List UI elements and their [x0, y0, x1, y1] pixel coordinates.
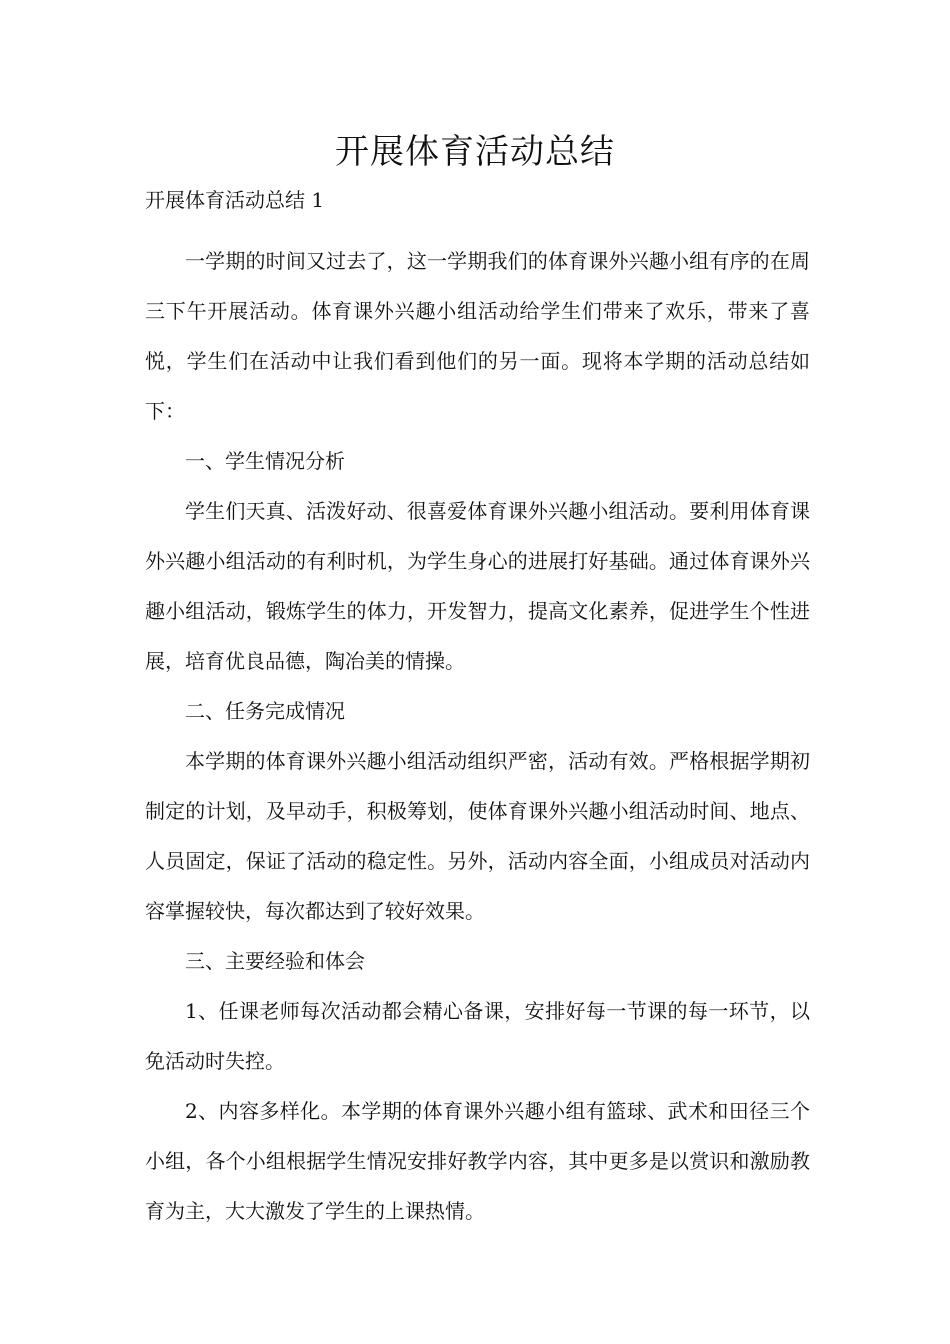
paragraph-experience-2: 2、内容多样化。本学期的体育课外兴趣小组有篮球、武术和田径三个小组，各个小组根据学生情况安排好教学内容，其中更多是以赏识和激励教育为主，大大激发了学生的上课热情。 — [145, 1099, 810, 1223]
document-body — [145, 236, 810, 1236]
section-heading-3: 三、主要经验和体会 — [185, 949, 365, 973]
paragraph-intro: 一学期的时间又过去了，这一学期我们的体育课外兴趣小组有序的在周三下午开展活动。体育课外兴趣小组活动给学生们带来了欢乐，带来了喜悦，学生们在活动中让我们看到他们的另一面。现将本学期的活动总结如下： — [145, 249, 810, 423]
paragraph-experience-1: 1、任课老师每次活动都会精心备课，安排好每一节课的每一环节，以免活动时失控。 — [145, 999, 810, 1073]
document-title: 开展体育活动总结 — [335, 132, 615, 172]
paragraph-task-completion: 本学期的体育课外兴趣小组活动组织严密，活动有效。严格根据学期初制定的计划，及早动手，积极筹划，使体育课外兴趣小组活动时间、地点、人员固定，保证了活动的稳定性。另外，活动内容全面，小组成员对活动内容掌握较快，每次都达到了较好效果。 — [145, 749, 810, 923]
paragraph-student-analysis: 学生们天真、活泼好动、很喜爱体育课外兴趣小组活动。要利用体育课外兴趣小组活动的有利时机，为学生身心的进展打好基础。通过体育课外兴趣小组活动，锻炼学生的体力，开发智力，提高文化素养，促进学生个性进展，培育优良品德，陶冶美的情操。 — [145, 499, 810, 673]
section-heading-2: 二、任务完成情况 — [185, 699, 345, 723]
document-subtitle: 开展体育活动总结 1 — [145, 188, 325, 212]
section-heading-1: 一、学生情况分析 — [185, 449, 345, 473]
